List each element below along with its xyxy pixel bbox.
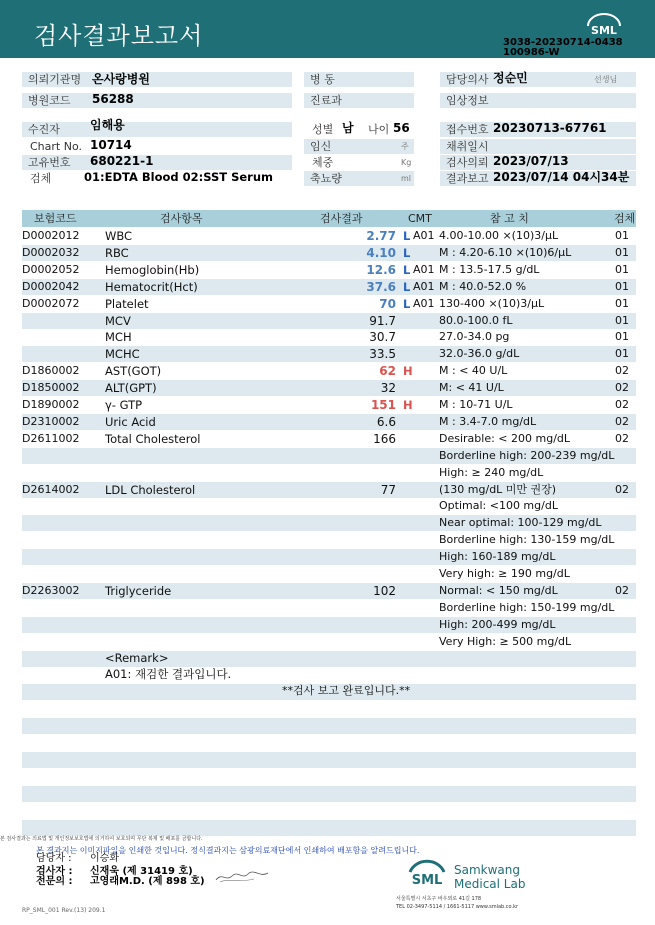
id-label: 고유번호 — [22, 155, 292, 170]
row-spec: 01 — [615, 347, 629, 361]
age-label: 나이 — [368, 123, 390, 136]
row-result: 32 — [380, 381, 396, 396]
request-label: 검사의뢰 — [440, 155, 636, 170]
th-spec: 검체 — [614, 212, 636, 225]
row-spec: 02 — [615, 398, 629, 411]
row-flag: H — [403, 364, 413, 379]
report-title: 검사결과보고서 — [34, 22, 204, 50]
row-item: ALT(GPT) — [105, 381, 157, 396]
row-item: MCV — [105, 313, 131, 328]
row-spec: 01 — [615, 313, 629, 327]
th-item: 검사항목 — [160, 212, 203, 225]
row-spec: 02 — [615, 482, 629, 496]
row-ref: M: < 41 U/L — [439, 381, 504, 395]
chart-label: Chart No. — [30, 140, 82, 153]
row-code: D0002072 — [22, 296, 80, 310]
specimen-label: 검체 — [30, 172, 52, 185]
row-ref: M : 40.0-52.0 % — [439, 279, 527, 293]
receipt-value: 20230713-67761 — [493, 121, 607, 135]
weight-label: 체중 — [312, 156, 334, 169]
row-ref: M : 10-71 U/L — [439, 398, 513, 411]
samkwang-logo-text: SML — [411, 873, 443, 888]
row-ref: Desirable: < 200 mg/dL — [439, 431, 571, 445]
sex-value: 남 — [342, 121, 354, 135]
row-item: Uric Acid — [105, 414, 156, 429]
row-ref: Optimal: <100 mg/dL — [439, 499, 558, 513]
row-ref: M : 4.20-6.10 ×(10)6/μL — [439, 245, 572, 259]
row-spec: 01 — [615, 229, 629, 242]
row-spec: 02 — [615, 381, 629, 395]
row-spec: 01 — [615, 330, 629, 344]
th-ref: 참 고 치 — [490, 212, 529, 225]
row-code: D0002042 — [22, 279, 80, 293]
remark-line: A01: 재검한 결과입니다. — [105, 667, 232, 681]
row-item: MCHC — [105, 347, 140, 362]
table-stripe — [22, 752, 636, 768]
remark-title: <Remark> — [105, 651, 169, 665]
row-ref: 80.0-100.0 fL — [439, 313, 513, 327]
row-item: Hematocrit(Hct) — [105, 279, 198, 294]
row-item: Platelet — [105, 296, 149, 311]
samkwang-logo-icon — [404, 852, 450, 892]
company-address: 서울특별시 서초구 바우뫼로 41길 178 — [396, 896, 482, 902]
document-number: 3038-20230714-0438 100986-W — [503, 37, 623, 58]
row-code: D0002012 — [22, 229, 80, 242]
expert-label: 전문의 : — [36, 876, 73, 887]
hospital-label: 의뢰기관명 — [22, 72, 292, 87]
receipt-label: 접수번호 — [440, 122, 636, 137]
row-spec: 01 — [615, 279, 629, 293]
row-result: 33.5 — [369, 347, 396, 362]
th-cmt: CMT — [408, 212, 432, 225]
weight-unit: Kg — [401, 158, 412, 167]
report-label: 결과보고 — [440, 171, 636, 186]
row-spec: 02 — [615, 431, 629, 445]
row-item: LDL Cholesterol — [105, 482, 196, 497]
row-cmt: A01 — [413, 262, 435, 276]
row-result: 4.10 — [366, 245, 396, 260]
row-ref: 130-400 ×(10)3/μL — [439, 296, 545, 310]
table-stripe — [22, 786, 636, 802]
row-result: 91.7 — [369, 313, 396, 328]
row-result: 102 — [373, 583, 396, 598]
name-value: 임해용 — [90, 118, 125, 132]
row-item: Total Cholesterol — [105, 431, 201, 446]
row-spec: 02 — [615, 364, 629, 378]
row-ref: 4.00-10.00 ×(10)3/μL — [439, 229, 559, 242]
report-value: 2023/07/14 04시34분 — [493, 170, 630, 184]
row-code: D2614002 — [22, 482, 80, 496]
row-spec: 01 — [615, 296, 629, 310]
row-flag: H — [403, 398, 413, 412]
row-result: 166 — [373, 431, 396, 446]
table-stripe — [22, 718, 636, 734]
row-flag: L — [403, 279, 411, 294]
request-value: 2023/07/13 — [493, 154, 569, 168]
row-ref: Very high: ≥ 190 mg/dL — [439, 567, 570, 580]
name-label: 수진자 — [22, 122, 292, 137]
row-ref: High: ≥ 240 mg/dL — [439, 465, 544, 479]
preg-unit: 주 — [401, 142, 409, 151]
tester-label: 검사자 : — [36, 866, 73, 877]
row-item: Hemoglobin(Hb) — [105, 262, 200, 277]
row-flag: L — [403, 262, 411, 277]
ward-label: 병 동 — [304, 72, 414, 87]
row-spec: 01 — [615, 245, 629, 259]
row-result: 37.6 — [366, 279, 396, 294]
row-ref: High: 200-499 mg/dL — [439, 617, 556, 631]
preg-label: 임신 — [304, 139, 414, 154]
row-spec: 01 — [615, 262, 629, 276]
row-code: D1860002 — [22, 364, 80, 378]
row-ref: Borderline high: 200-239 mg/dL — [439, 448, 615, 462]
signature-icon — [214, 868, 270, 886]
row-code: D0002032 — [22, 245, 80, 259]
row-ref: Borderline high: 130-159 mg/dL — [439, 533, 615, 547]
footer-legal-note: 본 검사결과는 의료법 및 개인정보보호법에 의거하여 보호되며 무단 복제 및 배포를 금합니다. — [0, 836, 203, 842]
th-result: 검사결과 — [320, 212, 363, 225]
collect-label: 채취일시 — [440, 139, 636, 154]
row-result: 77 — [380, 482, 396, 497]
doctor-value: 정순민 — [493, 71, 528, 85]
hospital-value: 온사랑병원 — [92, 72, 150, 86]
row-cmt: A01 — [413, 229, 435, 242]
report-end-text: **검사 보고 완료입니다.** — [282, 684, 411, 697]
row-ref: (130 mg/dL 미만 권장) — [439, 482, 557, 496]
row-code: D2611002 — [22, 431, 80, 445]
row-ref: Very High: ≥ 500 mg/dL — [439, 634, 572, 648]
dept-label: 진료과 — [304, 93, 414, 108]
row-ref: M : 3.4-7.0 mg/dL — [439, 414, 537, 428]
row-item: γ- GTP — [105, 398, 143, 412]
row-spec: 02 — [615, 414, 629, 428]
row-ref: 27.0-34.0 pg — [439, 330, 510, 344]
row-result: 2.77 — [366, 229, 396, 243]
code-label: 병원코드 — [22, 93, 292, 108]
th-code: 보험코드 — [34, 212, 77, 225]
clinical-label: 임상정보 — [440, 93, 636, 108]
age-value: 56 — [393, 121, 410, 135]
row-item: WBC — [105, 229, 133, 243]
row-code: D1890002 — [22, 398, 80, 411]
row-ref: 32.0-36.0 g/dL — [439, 347, 520, 361]
row-item: Triglyceride — [105, 583, 172, 598]
table-stripe — [22, 820, 636, 836]
row-ref: M : < 40 U/L — [439, 364, 508, 378]
row-flag: L — [403, 229, 411, 243]
urine-unit: ml — [401, 174, 412, 183]
id-value: 680221-1 — [90, 154, 154, 168]
row-result: 6.6 — [376, 414, 396, 429]
row-ref: M : 13.5-17.5 g/dL — [439, 262, 540, 276]
row-item: RBC — [105, 245, 129, 260]
row-result: 12.6 — [366, 262, 396, 277]
row-ref: High: 160-189 mg/dL — [439, 550, 556, 564]
chart-value: 10714 — [90, 138, 132, 152]
sml-logo-icon — [584, 12, 624, 38]
row-flag: L — [403, 296, 411, 311]
row-cmt: A01 — [413, 296, 435, 310]
urine-label: 축뇨량 — [304, 171, 414, 186]
row-code: D2263002 — [22, 583, 80, 597]
doctor-suffix: 선생님 — [594, 75, 618, 84]
row-result: 151 — [370, 398, 396, 412]
company-name-line1: Samkwang — [454, 863, 520, 877]
row-code: D0002052 — [22, 262, 80, 276]
row-result: 70 — [379, 296, 396, 311]
expert-value: 고영래M.D. (제 898 호) — [90, 876, 205, 887]
company-name-line2: Medical Lab — [454, 877, 526, 891]
row-ref: Near optimal: 100-129 mg/dL — [439, 516, 602, 530]
row-item: AST(GOT) — [105, 364, 162, 379]
form-code: RP_SML_001 Rev.(13) 209.1 — [22, 907, 106, 914]
row-ref: Borderline high: 150-199 mg/dL — [439, 600, 615, 614]
staff-value: 이승화 — [90, 853, 119, 864]
company-phone: TEL 02-3497-5114 / 1661-5117 www.smlab.co.kr — [396, 904, 519, 910]
row-item: MCH — [105, 330, 132, 345]
footer-image-note: 본 결과지는 이미지파일을 인쇄한 것입니다. 정식결과지는 삼광의료재단에서 인쇄하여 배포함을 알려드립니다. — [36, 846, 420, 855]
row-code: D2310002 — [22, 414, 80, 428]
row-code: D1850002 — [22, 381, 80, 395]
row-result: 30.7 — [369, 330, 396, 345]
staff-label: 담당자 : — [36, 853, 72, 864]
specimen-value: 01:EDTA Blood 02:SST Serum — [84, 170, 274, 184]
sml-logo-text: SML — [591, 24, 617, 37]
row-result: 62 — [379, 364, 396, 379]
row-cmt: A01 — [413, 279, 435, 293]
sex-label: 성별 — [312, 123, 334, 136]
row-flag: L — [403, 245, 411, 260]
tester-value: 신재욱 (제 31419 호) — [90, 866, 193, 877]
doctor-label: 담당의사 — [440, 72, 636, 87]
code-value: 56288 — [92, 92, 134, 106]
row-spec: 02 — [615, 583, 629, 597]
row-ref: Normal: < 150 mg/dL — [439, 583, 558, 597]
